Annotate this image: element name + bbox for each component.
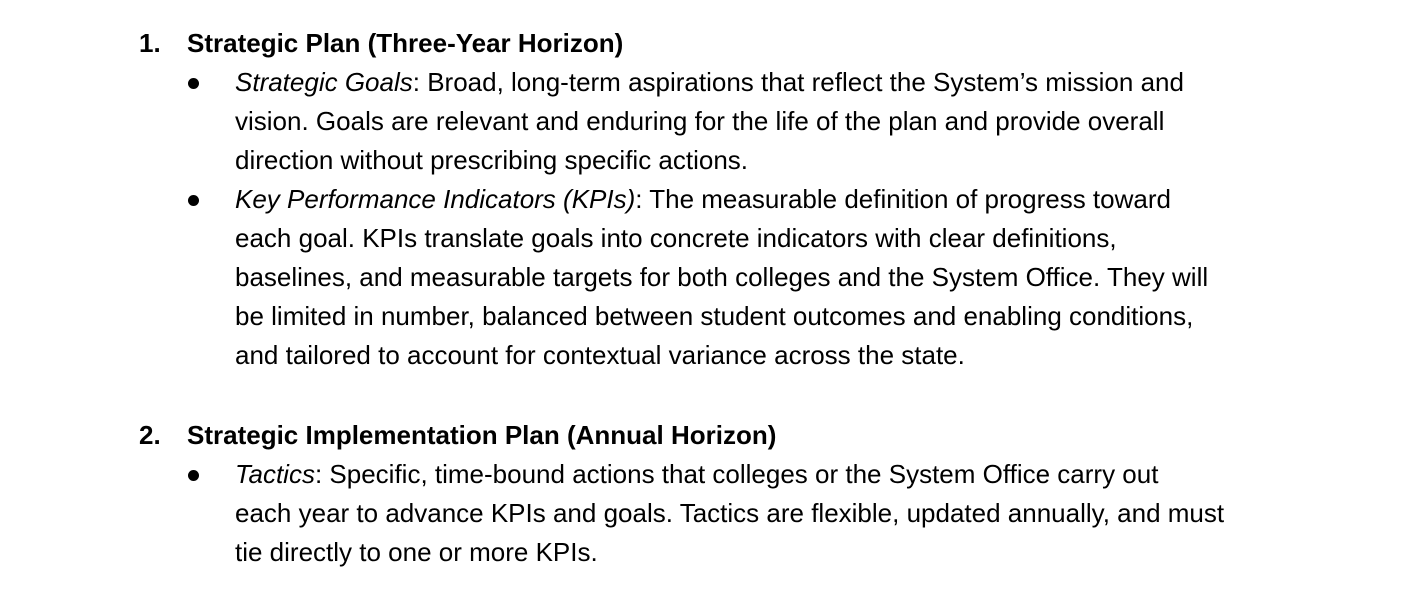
bullet-icon — [188, 195, 199, 206]
bullet-icon — [188, 470, 199, 481]
section-heading — [0, 416, 1416, 455]
item-line: each goal. KPIs translate goals into concrete indicators with clear definitions, — [235, 223, 1117, 253]
item-line: each year to advance KPIs and goals. Tactics are flexible, updated annually, and must — [235, 498, 1225, 528]
item-text: : Specific, time-bound actions that colleges or the System Office carry out — [314, 459, 1159, 489]
section-heading — [0, 24, 1416, 63]
list-item-kpis — [0, 180, 1340, 375]
item-line: vision. Goals are relevant and enduring for the life of the plan and provide overall — [235, 106, 1165, 136]
item-first-line — [235, 455, 1340, 494]
item-line: baselines, and measurable targets for both colleges and the System Office. They will — [235, 262, 1209, 292]
item-text: : The measurable definition of progress toward — [635, 184, 1171, 214]
item-text: : Broad, long-term aspirations that reflect the System’s mission and — [412, 67, 1184, 97]
item-term: Tactics — [235, 459, 315, 489]
section-strategic-plan — [0, 24, 1416, 375]
section-title: Strategic Plan (Three-Year Horizon) — [187, 28, 624, 58]
section-number: 2. — [139, 420, 161, 450]
item-line: direction without prescribing specific actions. — [235, 145, 749, 175]
item-first-line — [235, 180, 1340, 219]
list-item-tactics — [0, 455, 1340, 572]
bullet-icon — [188, 78, 199, 89]
section-number: 1. — [139, 28, 161, 58]
item-line: tie directly to one or more KPIs. — [235, 537, 598, 567]
list-item-strategic-goals — [0, 63, 1340, 180]
section-implementation-plan — [0, 416, 1416, 572]
item-line: and tailored to account for contextual variance across the state. — [235, 340, 965, 370]
section-title: Strategic Implementation Plan (Annual Horizon) — [187, 420, 777, 450]
item-term: Key Performance Indicators (KPIs) — [235, 184, 636, 214]
item-line: be limited in number, balanced between student outcomes and enabling conditions, — [235, 301, 1194, 331]
item-term: Strategic Goals — [235, 67, 413, 97]
item-first-line — [235, 63, 1340, 102]
